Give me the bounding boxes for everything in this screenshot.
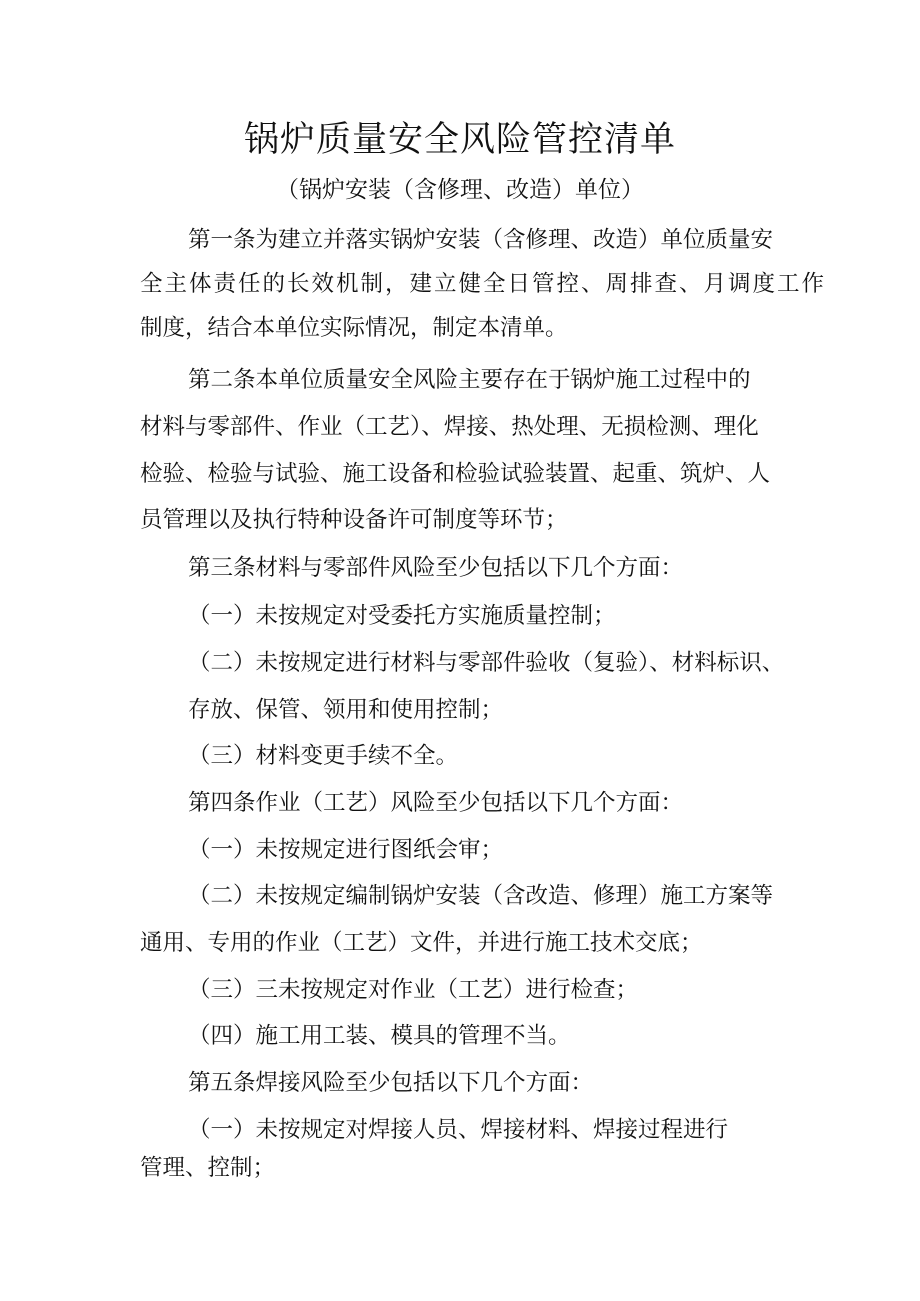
article4-item3: （三）三未按规定对作业（工艺）进行检查； (188, 977, 639, 1003)
article2-line3: 检验、检验与试验、施工设备和检验试验装置、起重、筑炉、人 (140, 461, 771, 487)
document-subtitle: （锅炉安装（含修理、改造）单位） (276, 177, 644, 203)
article4-item2-line1: （二）未按规定编制锅炉安装（含改造、修理）施工方案等 (188, 883, 774, 909)
article3-item2-line1: （二）未按规定进行材料与零部件验收（复验）、材料标识、 (188, 650, 785, 676)
article2-line4: 员管理以及执行特种设备许可制度等环节； (140, 507, 568, 533)
article3-item2-line2: 存放、保管、领用和使用控制； (188, 697, 504, 723)
article4-item2-line2: 通用、专用的作业（工艺）文件，并进行施工技术交底； (140, 930, 703, 956)
article3-item3: （三）材料变更手续不全。 (188, 743, 459, 769)
article5-item1-line1: （一）未按规定对焊接人员、焊接材料、焊接过程进行 (188, 1117, 729, 1143)
article4-item1: （一）未按规定进行图纸会审； (188, 837, 504, 863)
article1-line1: 第一条为建立并落实锅炉安装（含修理、改造）单位质量安 (188, 227, 774, 253)
document-title: 锅炉质量安全风险管控清单 (243, 120, 676, 160)
article4-heading: 第四条作业（工艺）风险至少包括以下几个方面： (188, 790, 684, 816)
article1-line3: 制度，结合本单位实际情况，制定本清单。 (140, 315, 568, 341)
article5-heading: 第五条焊接风险至少包括以下几个方面： (188, 1070, 594, 1096)
article3-item1: （一）未按规定对受委托方实施质量控制； (188, 603, 616, 629)
article1-line2: 全主体责任的长效机制，建立健全日管控、周排查、月调度工作 (140, 271, 827, 297)
article4-item4: （四）施工用工装、模具的管理不当。 (188, 1023, 571, 1049)
article2-line2: 材料与零部件、作业（工艺）、焊接、热处理、无损检测、理化 (140, 414, 759, 440)
article3-heading: 第三条材料与零部件风险至少包括以下几个方面： (188, 555, 684, 581)
article5-item1-line2: 管理、控制； (140, 1155, 276, 1181)
article2-line1: 第二条本单位质量安全风险主要存在于锅炉施工过程中的 (188, 367, 751, 393)
